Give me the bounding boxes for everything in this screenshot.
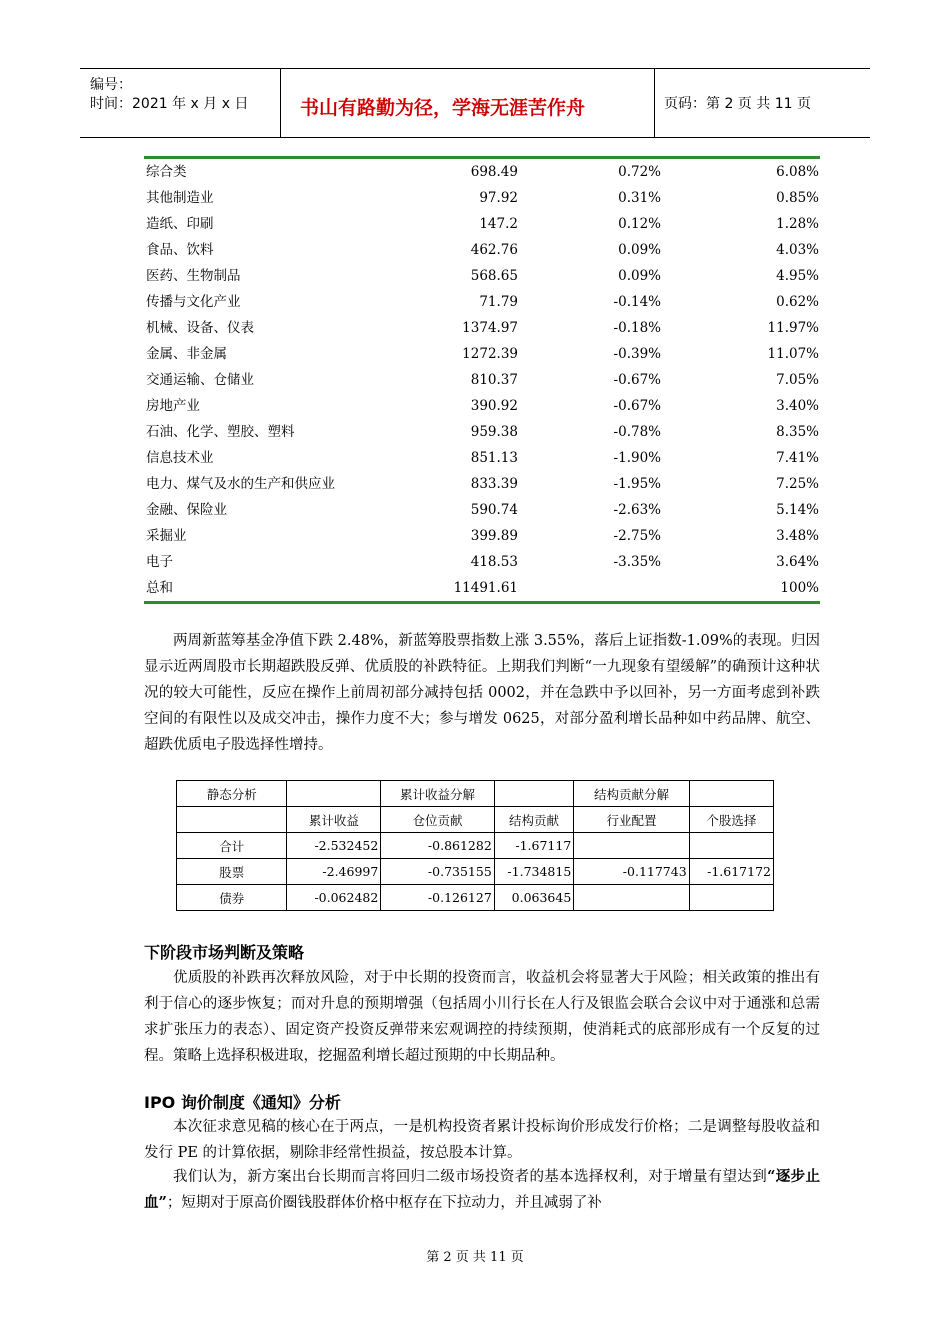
cell-weight: 3.48% — [776, 528, 819, 544]
cell-value: 399.89 — [470, 528, 518, 544]
row-label: 合计 — [177, 833, 287, 859]
cell-weight: 6.08% — [776, 164, 819, 180]
cell-change: 0.09% — [618, 242, 661, 258]
row-label: 房地产业 — [146, 398, 200, 414]
cell-weight: 7.41% — [776, 450, 819, 466]
table-row — [144, 185, 820, 211]
cell-weight: 100% — [780, 580, 819, 596]
cell-value: 71.79 — [479, 294, 518, 310]
cell-weight: 0.62% — [776, 294, 819, 310]
cell-value — [689, 833, 773, 859]
row-label: 债券 — [177, 885, 287, 911]
cell-value — [574, 833, 689, 859]
cell-change: -0.67% — [613, 372, 661, 388]
cell-value: 418.53 — [470, 554, 518, 570]
cell-weight: 7.25% — [776, 476, 819, 492]
row-label: 股票 — [177, 859, 287, 885]
header-static-analysis: 静态分析 — [177, 781, 287, 807]
cell-change: -1.95% — [613, 476, 661, 492]
cell-change: -2.75% — [613, 528, 661, 544]
paragraph-weekly-review: 两周新蓝筹基金净值下跌 2.48%，新蓝筹股票指数上涨 3.55%，落后上证指数-1.09%的表现。归因显示近两周股市长期超跌股反弹、优质股的补跌特征。上期我们判断“一九现象有望缓解”的确预计这种状况的较大可能性，反应在操作上前周初部分减持包括 0002，并在急跌中予以回补，另一方面考虑到补跌空间的有限性以及成交冲击，操作力度不大；参与增发 0625，对部分盈利增长品种如中药品牌、航空、超跌优质电子股选择性增持。 — [144, 633, 820, 753]
row-label: 交通运输、仓储业 — [146, 372, 254, 388]
table-row — [144, 497, 820, 523]
row-label: 金融、保险业 — [146, 502, 227, 518]
paragraph-strategy: 优质股的补跌再次释放风险，对于中长期的投资而言，收益机会将显著大于风险；相关政策的推出有利于信心的逐步恢复；而对升息的预期增强（包括周小川行长在人行及银监会联合会议中对于通涨和总需求扩张压力的表态）、固定资产投资反弹带来宏观调控的持续预期，使消耗式的底部形成有一个反复的过程。策略上选择积极进取，挖掘盈利增长超过预期的中长期品种。 — [144, 970, 820, 1064]
subheader-industry-allocation: 行业配置 — [574, 807, 689, 833]
attribution-table — [176, 780, 774, 911]
table-row — [144, 523, 820, 549]
cell-value: 390.92 — [470, 398, 518, 414]
cell-value: -1.617172 — [689, 859, 773, 885]
cell-value: -2.46997 — [287, 859, 381, 885]
cell-change: -2.63% — [613, 502, 661, 518]
row-label: 电子 — [146, 554, 173, 570]
row-label: 其他制造业 — [146, 190, 214, 206]
cell-value: -1.67117 — [494, 833, 574, 859]
row-label: 总和 — [146, 580, 173, 596]
header-empty — [494, 781, 574, 807]
cell-weight: 0.85% — [776, 190, 819, 206]
table-row — [144, 159, 820, 185]
cell-change: 0.72% — [618, 164, 661, 180]
cell-weight: 4.95% — [776, 268, 819, 284]
cell-value: -2.532452 — [287, 833, 381, 859]
cell-change: -0.18% — [613, 320, 661, 336]
cell-weight: 3.40% — [776, 398, 819, 414]
table-row — [177, 859, 774, 885]
cell-change: 0.12% — [618, 216, 661, 232]
subheader-structure-contribution: 结构贡献 — [494, 807, 574, 833]
cell-weight: 1.28% — [776, 216, 819, 232]
cell-value: 810.37 — [470, 372, 518, 388]
row-label: 机械、设备、仪表 — [146, 320, 254, 336]
cell-value: 97.92 — [479, 190, 518, 206]
table-row — [144, 367, 820, 393]
cell-weight: 5.14% — [776, 502, 819, 518]
section-title-strategy: 下阶段市场判断及策略 — [144, 943, 305, 962]
table-row — [144, 211, 820, 237]
header-meta-cell — [80, 69, 281, 137]
cell-value: 698.49 — [470, 164, 518, 180]
table-row — [144, 315, 820, 341]
page-number-label: 页码：第 2 页 共 11 页 — [664, 96, 811, 112]
table-row — [144, 237, 820, 263]
emphasis-text: “逐步止血” — [144, 1168, 821, 1211]
cell-value: 568.65 — [470, 268, 518, 284]
page-header — [80, 68, 870, 138]
table-row — [177, 833, 774, 859]
cell-value: -0.861282 — [381, 833, 494, 859]
header-page-cell — [654, 69, 870, 137]
table-row — [144, 549, 820, 575]
table-row — [144, 575, 820, 601]
row-label: 石油、化学、塑胶、塑料 — [146, 424, 295, 440]
subheader-position-contribution: 仓位贡献 — [381, 807, 494, 833]
table-row — [144, 471, 820, 497]
header-empty — [689, 781, 773, 807]
row-label: 电力、煤气及水的生产和供应业 — [146, 476, 335, 492]
subheader-cumulative-return: 累计收益 — [287, 807, 381, 833]
header-structure-decomposition: 结构贡献分解 — [574, 781, 689, 807]
page-footer: 第 2 页 共 11 页 — [426, 1250, 524, 1265]
cell-value: -0.735155 — [381, 859, 494, 885]
cell-value: 0.063645 — [494, 885, 574, 911]
cell-weight: 11.97% — [767, 320, 819, 336]
cell-weight: 11.07% — [767, 346, 819, 362]
subheader-stock-selection: 个股选择 — [689, 807, 773, 833]
cell-value: 833.39 — [470, 476, 518, 492]
row-label: 采掘业 — [146, 528, 187, 544]
paragraph-text: 我们认为，新方案出台长期而言将回归二级市场投资者的基本选择权利，对于增量有望达到 — [173, 1169, 768, 1185]
time-label: 时间：2021 年 x 月 x 日 — [90, 96, 249, 112]
table-row — [144, 419, 820, 445]
header-empty — [287, 781, 381, 807]
row-label: 金属、非金属 — [146, 346, 227, 362]
cell-value: -0.117743 — [574, 859, 689, 885]
cell-change: -0.39% — [613, 346, 661, 362]
cell-change: 0.09% — [618, 268, 661, 284]
cell-weight: 7.05% — [776, 372, 819, 388]
industry-table — [144, 156, 820, 604]
header-motto-cell — [280, 69, 655, 137]
cell-value — [574, 885, 689, 911]
cell-value: -0.126127 — [381, 885, 494, 911]
table-row — [177, 885, 774, 911]
table-subheader-row — [177, 807, 774, 833]
header-return-decomposition: 累计收益分解 — [381, 781, 494, 807]
cell-weight: 4.03% — [776, 242, 819, 258]
cell-value: 590.74 — [470, 502, 518, 518]
cell-change: -0.67% — [613, 398, 661, 414]
cell-value: 11491.61 — [453, 580, 518, 596]
cell-value: 147.2 — [479, 216, 518, 232]
row-label: 传播与文化产业 — [146, 294, 241, 310]
cell-value — [689, 885, 773, 911]
cell-change: -0.14% — [613, 294, 661, 310]
subheader-empty — [177, 807, 287, 833]
cell-change: -1.90% — [613, 450, 661, 466]
row-label: 医药、生物制品 — [146, 268, 241, 284]
paragraph-text: ；短期对于原高价圈钱股群体价格中枢存在下拉动力，并且减弱了补 — [166, 1195, 602, 1211]
cell-change: 0.31% — [618, 190, 661, 206]
cell-weight: 3.64% — [776, 554, 819, 570]
paragraph-ipo-view — [144, 1164, 820, 1216]
cell-value: 959.38 — [470, 424, 518, 440]
cell-weight: 8.35% — [776, 424, 819, 440]
number-label: 编号： — [90, 77, 132, 93]
section-title-ipo: IPO 询价制度《通知》分析 — [144, 1093, 341, 1112]
cell-value: 851.13 — [470, 450, 518, 466]
motto: 书山有路勤为径，学海无涯苦作舟 — [300, 97, 586, 119]
row-label: 造纸、印刷 — [146, 216, 214, 232]
cell-change: -3.35% — [613, 554, 661, 570]
cell-value: 462.76 — [470, 242, 518, 258]
cell-change: -0.78% — [613, 424, 661, 440]
cell-value: 1374.97 — [462, 320, 518, 336]
table-header-row — [177, 781, 774, 807]
table-row — [144, 445, 820, 471]
row-label: 信息技术业 — [146, 450, 214, 466]
row-label: 食品、饮料 — [146, 242, 214, 258]
cell-value: -1.734815 — [494, 859, 574, 885]
table-row — [144, 289, 820, 315]
row-label: 综合类 — [146, 164, 187, 180]
table-row — [144, 341, 820, 367]
paragraph-ipo-core: 本次征求意见稿的核心在于两点，一是机构投资者累计投标询价形成发行价格；二是调整每股收益和发行 PE 的计算依据，剔除非经常性损益，按总股本计算。 — [144, 1119, 820, 1161]
table-row — [144, 263, 820, 289]
cell-value: -0.062482 — [287, 885, 381, 911]
cell-value: 1272.39 — [462, 346, 518, 362]
table-row — [144, 393, 820, 419]
